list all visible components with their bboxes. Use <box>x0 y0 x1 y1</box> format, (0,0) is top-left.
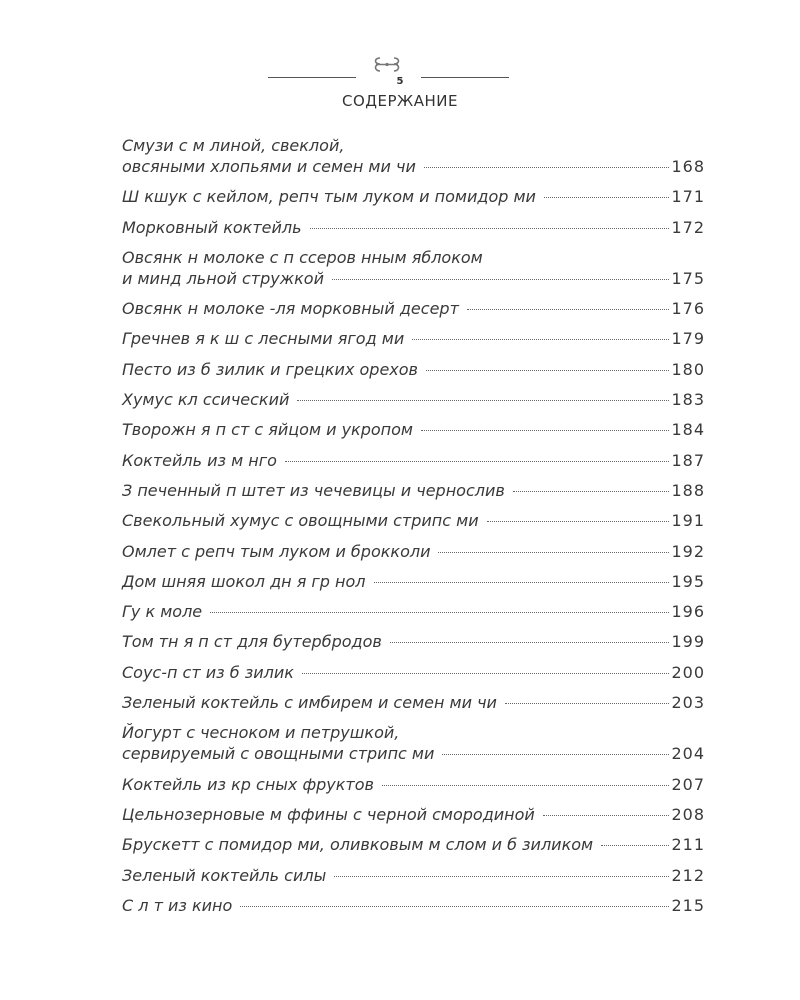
toc-entry-title: Дом шняя шокол дн я гр нол <box>122 571 366 591</box>
dot-leader <box>424 167 670 168</box>
toc-entry-page: 195 <box>671 571 705 591</box>
toc-entry <box>122 450 705 471</box>
dot-leader <box>442 754 669 755</box>
toc-entry-title-line: Овсянк н молоке с п ссеров нным яблоком <box>122 247 483 267</box>
toc-entry-line <box>122 186 705 207</box>
toc-entry-line <box>122 834 705 855</box>
toc-entry-page: 192 <box>671 541 705 561</box>
toc-entry-title: Гречнев я к ш с лесными ягод ми <box>122 329 405 349</box>
toc-entry-page: 180 <box>671 359 705 379</box>
toc-entry-page: 179 <box>671 329 705 349</box>
toc-entry-line <box>122 389 705 410</box>
toc-entry-page: 187 <box>671 450 705 470</box>
toc-entry <box>122 895 705 916</box>
toc-entry-page: 188 <box>671 480 705 500</box>
toc-entry-title: Гу к моле <box>122 602 203 622</box>
toc-entry-title: Коктейль из м нго <box>122 450 277 470</box>
dot-leader <box>390 642 670 643</box>
dot-leader <box>543 815 670 816</box>
dot-leader <box>285 461 670 462</box>
toc-entry <box>122 541 705 562</box>
toc-entry-title-line: Смузи с м линой, свеклой, <box>122 136 345 155</box>
toc-entry <box>122 510 705 531</box>
toc-entry <box>122 834 705 855</box>
toc-entry-line <box>122 217 705 238</box>
toc-entry-title: Коктейль из кр сных фруктов <box>122 774 374 794</box>
toc-entry <box>122 865 705 886</box>
toc-entry-line <box>122 631 705 652</box>
toc-entry-page: 183 <box>671 390 705 410</box>
toc-entry-line <box>122 419 705 440</box>
toc-entry-line <box>122 601 705 622</box>
toc-entry-line <box>122 743 705 764</box>
ornament-icon <box>368 54 406 76</box>
toc-entry-page: 204 <box>671 744 705 764</box>
toc-entry-page: 212 <box>671 865 705 885</box>
toc-entry <box>122 774 705 795</box>
toc-entry-line <box>122 268 705 289</box>
dot-leader <box>505 703 670 704</box>
dot-leader <box>297 400 669 401</box>
toc-entry <box>122 247 705 289</box>
dot-leader <box>421 430 669 431</box>
toc-entry-page: 211 <box>671 835 705 855</box>
toc-entry-title: овсяными хлопьями и семен ми чи <box>122 157 416 176</box>
toc-entry-title: Хумус кл ссический <box>122 390 290 410</box>
toc-entry-page: 172 <box>671 217 705 237</box>
dot-leader <box>513 491 670 492</box>
toc-entry-line <box>122 692 705 713</box>
toc-entry-page: 176 <box>671 299 705 319</box>
toc-entry-page: 207 <box>671 774 705 794</box>
toc-entry <box>122 662 705 683</box>
dot-leader <box>412 339 669 340</box>
dot-leader <box>240 906 669 907</box>
toc-entry-title: и минд льной стружкой <box>122 268 324 288</box>
page-title: СОДЕРЖАНИЕ <box>342 92 458 110</box>
toc-entry <box>122 186 705 207</box>
toc-entry-title-line: Йогурт с чесноком и петрушкой, <box>122 723 400 743</box>
dot-leader <box>302 673 670 674</box>
toc-entry-title: Свекольный хумус с овощными стрипс ми <box>122 511 479 531</box>
dot-leader <box>544 197 670 198</box>
table-of-contents <box>122 135 705 925</box>
toc-entry-line <box>122 571 705 592</box>
toc-entry-title: Омлет с репч тым луком и брокколи <box>122 541 431 561</box>
toc-entry <box>122 135 705 177</box>
toc-entry-title: Овсянк н молоке -ля морковный десерт <box>122 299 459 319</box>
toc-entry <box>122 692 705 713</box>
toc-entry <box>122 571 705 592</box>
toc-entry-line <box>122 480 705 501</box>
toc-entry <box>122 419 705 440</box>
toc-entry-title: Зеленый коктейль силы <box>122 865 327 885</box>
dot-leader <box>210 612 669 613</box>
header-rule-left <box>268 77 356 78</box>
toc-entry-title: Песто из б зилик и грецких орехов <box>122 359 418 379</box>
toc-entry-line <box>122 298 705 319</box>
toc-entry <box>122 722 705 764</box>
toc-entry <box>122 804 705 825</box>
toc-entry-line <box>122 541 705 562</box>
toc-entry-page: 171 <box>671 187 705 207</box>
toc-entry-title: Брускетт с помидор ми, оливковым м слом и б зиликом <box>122 835 594 855</box>
toc-entry-line <box>122 865 705 886</box>
toc-entry <box>122 298 705 319</box>
dot-leader <box>601 845 669 846</box>
toc-entry <box>122 389 705 410</box>
toc-entry-line <box>122 774 705 795</box>
toc-entry <box>122 359 705 380</box>
toc-entry-title: С л т из кино <box>122 895 233 915</box>
toc-entry-title: Соус-п ст из б зилик <box>122 662 294 682</box>
dot-leader <box>310 228 670 229</box>
toc-entry-line <box>122 804 705 825</box>
toc-entry-title: З печенный п штет из чечевицы и чернослив <box>122 480 505 500</box>
dot-leader <box>334 876 669 877</box>
dot-leader <box>467 309 670 310</box>
dot-leader <box>426 370 669 371</box>
toc-entry-page: 199 <box>671 632 705 652</box>
toc-entry-title: Ш кшук с кейлом, репч тым луком и помидор ми <box>122 187 536 207</box>
dot-leader <box>374 582 670 583</box>
toc-entry-line <box>122 450 705 471</box>
toc-entry-title: Зеленый коктейль с имбирем и семен ми чи <box>122 693 497 713</box>
dot-leader <box>382 785 669 786</box>
toc-entry-page: 215 <box>671 895 705 915</box>
toc-entry-page: 203 <box>671 693 705 713</box>
toc-entry-title: Творожн я п ст с яйцом и укропом <box>122 420 413 440</box>
toc-entry-title: сервируемый с овощными стрипс ми <box>122 744 435 764</box>
toc-entry-page: 168 <box>671 157 705 176</box>
toc-entry-page: 196 <box>671 602 705 622</box>
header-rule-right <box>421 77 509 78</box>
toc-entry <box>122 328 705 349</box>
toc-entry-page: 184 <box>671 420 705 440</box>
toc-entry-line <box>122 510 705 531</box>
dot-leader <box>487 521 670 522</box>
toc-entry-title: Цельнозерновые м ффины с черной смородиной <box>122 804 535 824</box>
toc-entry-title: Том тн я п ст для бутербродов <box>122 632 382 652</box>
toc-entry <box>122 601 705 622</box>
toc-entry-line <box>122 359 705 380</box>
toc-entry-line <box>122 328 705 349</box>
toc-entry <box>122 480 705 501</box>
toc-entry-page: 200 <box>671 662 705 682</box>
toc-entry-line <box>122 662 705 683</box>
dot-leader <box>438 552 669 553</box>
toc-entry-page: 175 <box>671 268 705 288</box>
page-number: 5 <box>396 76 404 87</box>
toc-entry-page: 208 <box>671 804 705 824</box>
toc-entry-line <box>122 156 705 177</box>
toc-entry-page: 191 <box>671 511 705 531</box>
toc-entry-title: Морковный коктейль <box>122 217 302 237</box>
toc-entry-line <box>122 895 705 916</box>
toc-entry <box>122 631 705 652</box>
dot-leader <box>332 279 669 280</box>
toc-entry <box>122 217 705 238</box>
